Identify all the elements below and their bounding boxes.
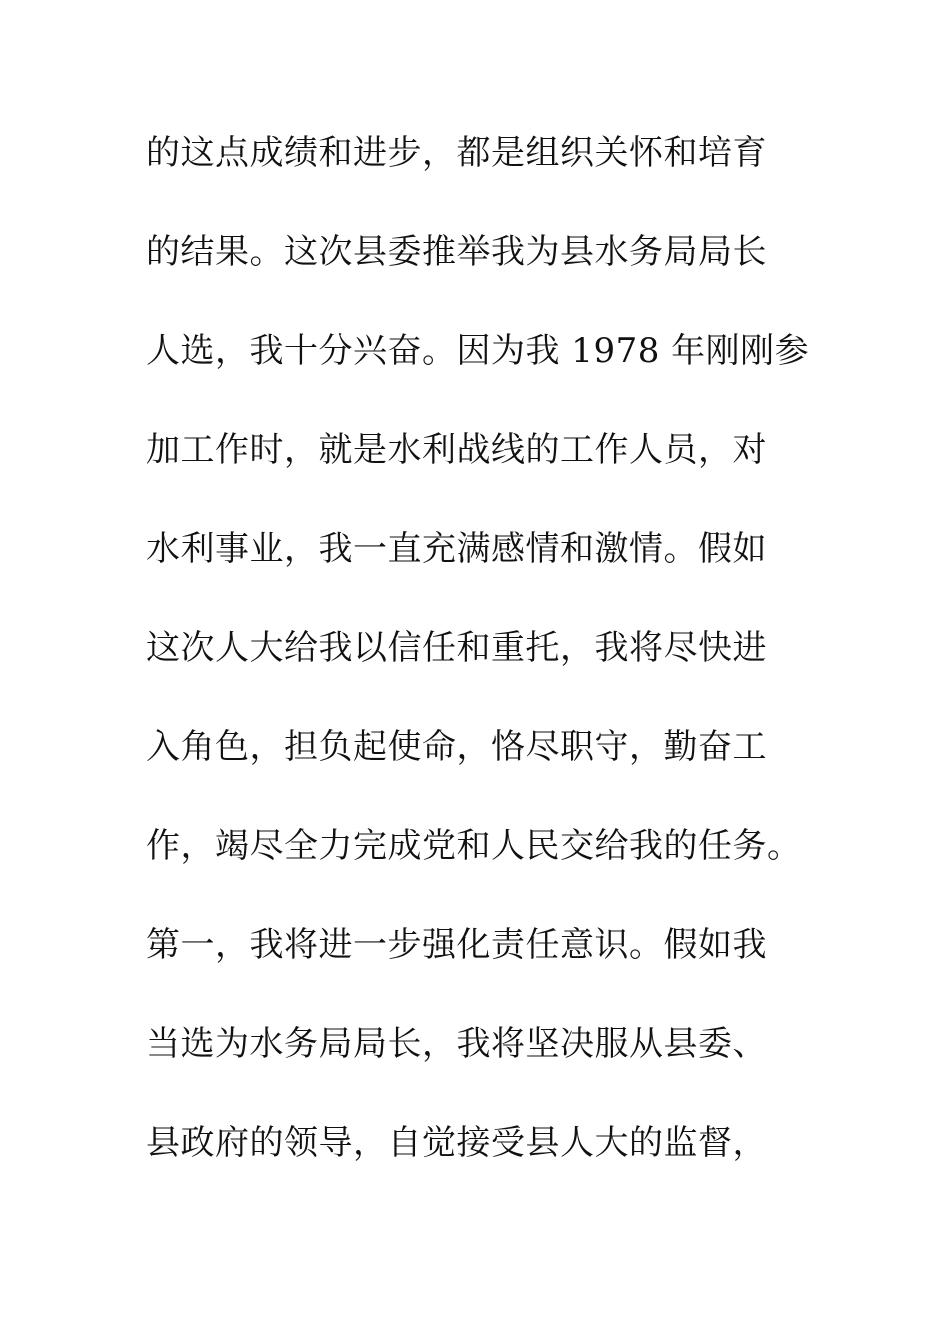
- text-line: 入角色，担负起使命，恪尽职守，勤奋工: [146, 727, 767, 767]
- text-line: 作，竭尽全力完成党和人民交给我的任务。: [146, 826, 802, 866]
- text-line: 的结果。这次县委推举我为县水务局局长: [146, 232, 767, 272]
- text-line: 人选，我十分兴奋。因为我 1978 年刚刚参: [146, 331, 810, 371]
- text-line: 第一，我将进一步强化责任意识。假如我: [146, 925, 767, 965]
- body-text: [146, 124, 826, 1213]
- text-line: 县政府的领导，自觉接受县人大的监督，: [146, 1123, 767, 1163]
- text-line: 加工作时，就是水利战线的工作人员，对: [146, 430, 767, 470]
- text-line: 的这点成绩和进步，都是组织关怀和培育: [146, 133, 767, 173]
- text-line: 当选为水务局局长，我将坚决服从县委、: [146, 1024, 767, 1064]
- text-line: 这次人大给我以信任和重托，我将尽快进: [146, 628, 767, 668]
- text-line: 水利事业，我一直充满感情和激情。假如: [146, 529, 767, 569]
